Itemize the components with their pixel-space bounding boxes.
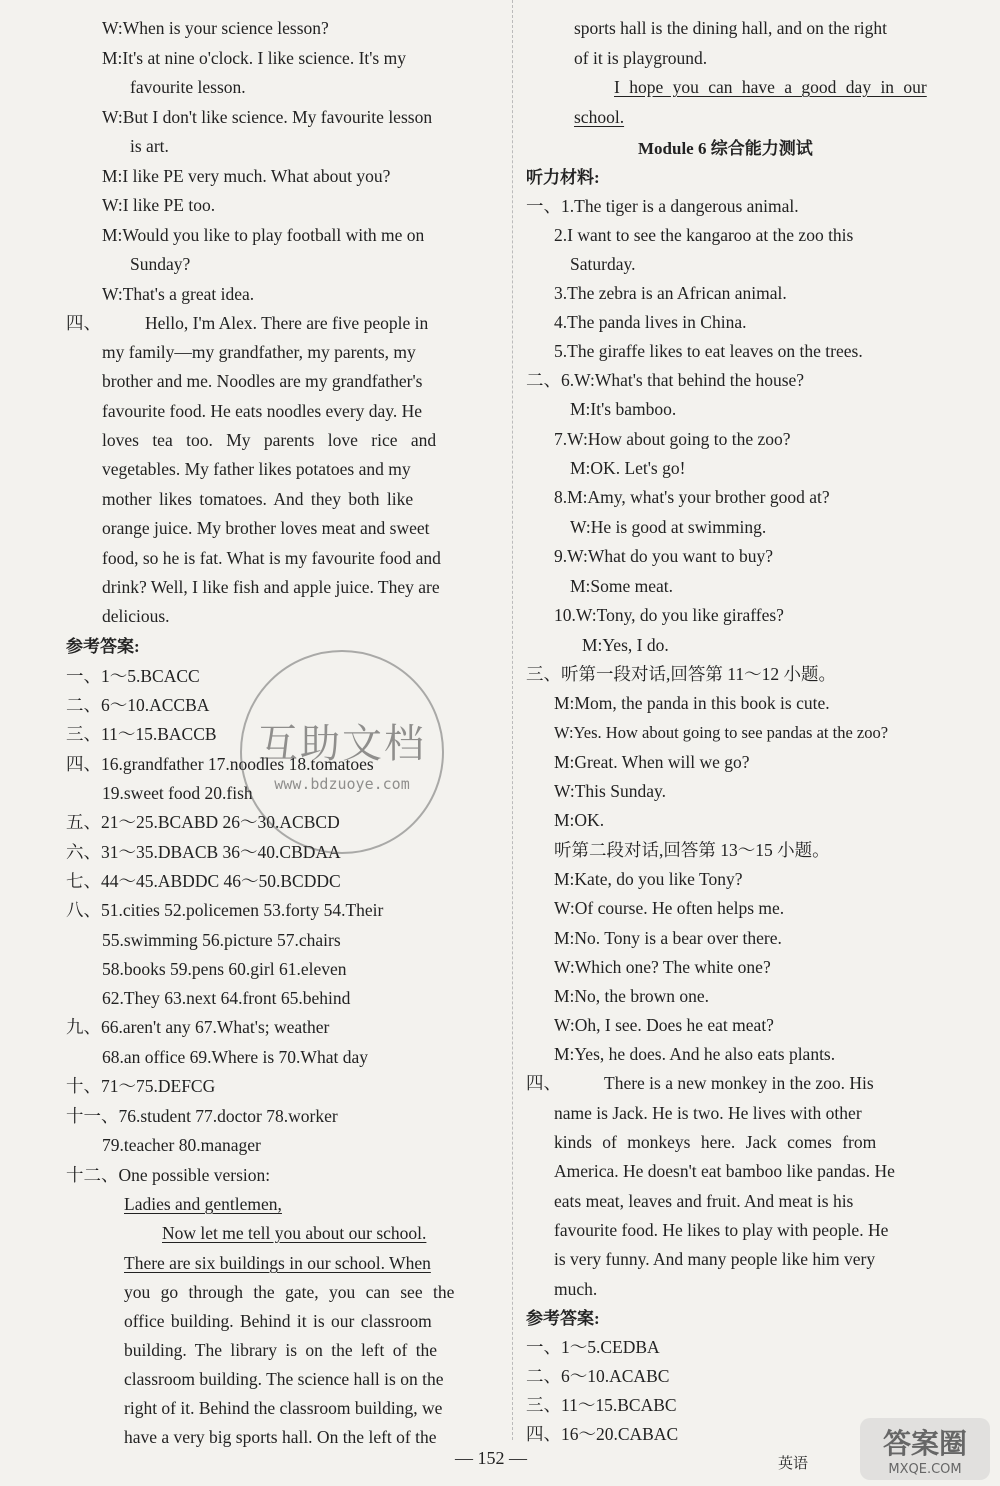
answer-line: 八、51.cities 52.policemen 53.forty 54.Their [66,900,384,920]
dialogue-line: M:Would you like to play football with me on [102,225,425,245]
passage-line: food, so he is fat. What is my favourite food and [102,548,441,568]
answer-line: 十二、One possible version: [66,1165,271,1185]
passage-line: kinds of monkeys here. Jack comes from [554,1132,877,1152]
listening-line: 9.W:What do you want to buy? [554,546,774,566]
section-number: 四、 [66,313,101,333]
answer-line: 十一、76.student 77.doctor 78.worker [66,1106,338,1126]
listening-line: M:OK. Let's go! [570,458,686,478]
passage-line: of it is playground. [574,48,708,68]
passage-line: name is Jack. He is two. He lives with other [554,1103,862,1123]
dialogue-line: W:When is your science lesson? [102,18,329,38]
listening-line: 4.The panda lives in China. [554,312,747,332]
stamp-text: 互助文档 [258,720,426,767]
passage-line: sports hall is the dining hall, and on the right [574,18,888,38]
listening-line: 5.The giraffe likes to eat leaves on the trees. [554,341,863,361]
essay-line: building. The library is on the left of the [124,1340,438,1360]
essay-line: office building. Behind it is our classroom [124,1311,432,1331]
listening-line: 10.W:Tony, do you like giraffes? [554,605,784,625]
passage-line: eats meat, leaves and fruit. And meat is his [554,1191,854,1211]
answer-line: 一、1～5.CEDBA [526,1337,660,1357]
essay-line: have a very big sports hall. On the left of the [124,1427,437,1447]
passage-line: school. [574,107,625,127]
listening-line: W:He is good at swimming. [570,517,767,537]
listening-heading: 听力材料: [526,168,600,187]
answer-line: 62.They 63.next 64.front 65.behind [102,988,351,1008]
logo-text: 答案圈 [882,1426,967,1460]
listening-line: 一、1.The tiger is a dangerous animal. [526,196,799,216]
passage-line: There is a new monkey in the zoo. His [604,1073,874,1093]
subject-label: 英语 [778,1454,809,1472]
column-divider [512,0,513,1440]
module-title: Module 6 综合能力测试 [638,139,813,158]
passage-line: much. [554,1279,598,1299]
passage-line: mother likes tomatoes. And they both like [102,489,414,509]
dialogue-line: is art. [130,136,169,156]
essay-line: Ladies and gentlemen, [124,1194,282,1214]
listening-line: W:Of course. He often helps me. [554,898,785,918]
essay-line: Now let me tell you about our school. [162,1223,427,1243]
listening-line: M:Yes, I do. [582,635,669,655]
listening-line: 8.M:Amy, what's your brother good at? [554,487,830,507]
answer-line: 三、11～15.BCABC [526,1395,677,1415]
listening-line: W:Oh, I see. Does he eat meat? [554,1015,774,1035]
answer-line: 55.swimming 56.picture 57.chairs [102,930,341,950]
essay-line [124,1249,431,1278]
dialogue-line: Sunday? [130,254,191,274]
answers-heading: 参考答案: [66,637,140,656]
passage-line: I hope you can have a good day in our [614,77,927,97]
passage-line: favourite food. He likes to play with people. He [554,1220,889,1240]
dialogue-line: W:I like PE too. [102,195,216,215]
listening-line: M:Yes, he does. And he also eats plants. [554,1044,836,1064]
listening-line: 三、听第一段对话,回答第 11～12 小题。 [526,664,836,684]
answer-line: 四、16～20.CABAC [526,1424,679,1444]
answer-line: 十、71～75.DEFCG [66,1076,216,1096]
listening-line: M:No. Tony is a bear over there. [554,928,782,948]
listening-line: W:Yes. How about going to see pandas at the zoo? [554,723,889,742]
listening-line: 7.W:How about going to the zoo? [554,429,791,449]
listening-line: W:Which one? The white one? [554,957,771,977]
passage-line: vegetables. My father likes potatoes and my [102,459,411,479]
passage-line: loves tea too. My parents love rice and [102,430,437,450]
listening-line: Saturday. [570,254,636,274]
passage-line: orange juice. My brother loves meat and sweet [102,518,430,538]
answer-line: 68.an office 69.Where is 70.What day [102,1047,368,1067]
passage-line: my family—my grandfather, my parents, my [102,342,416,362]
answer-line: 三、11～15.BACCB [66,724,217,744]
answer-line: 58.books 59.pens 60.girl 61.eleven [102,959,347,979]
listening-line: 听第二段对话,回答第 13～15 小题。 [554,840,830,860]
answer-line: 二、6～10.ACCBA [66,695,210,715]
answer-line: 五、21～25.BCABD 26～30.ACBCD [66,812,340,832]
answer-line: 四、16.grandfather 17.noodles 18.tomatoes [66,754,374,774]
answer-line: 九、66.aren't any 67.What's; weather [66,1017,330,1037]
passage-line: drink? Well, I like fish and apple juice. They are [102,577,440,597]
essay-line: classroom building. The science hall is on the [124,1369,444,1389]
essay-underlined: There are six buildings in our school. When [124,1253,431,1273]
listening-line: M:Great. When will we go? [554,752,750,772]
essay-line: you go through the gate, you can see the [124,1282,455,1302]
listening-line: M:It's bamboo. [570,399,677,419]
listening-line: M:Kate, do you like Tony? [554,869,743,889]
passage-line: America. He doesn't eat bamboo like pandas. He [554,1161,895,1181]
listening-line: W:This Sunday. [554,781,666,801]
passage-line: is very funny. And many people like him very [554,1249,876,1269]
passage-line: delicious. [102,606,170,626]
answer-line: 二、6～10.ACABC [526,1366,670,1386]
stamp-url: www.bdzuoye.com [274,774,410,793]
site-logo [860,1418,990,1480]
dialogue-line: favourite lesson. [130,77,246,97]
answers-heading: 参考答案: [526,1309,600,1328]
listening-line: 二、6.W:What's that behind the house? [526,370,805,390]
logo-subtext: MXQE.COM [888,1461,962,1477]
dialogue-line: M:It's at nine o'clock. I like science. It's my [102,48,406,68]
listening-line: M:Some meat. [570,576,674,596]
listening-line: 3.The zebra is an African animal. [554,283,787,303]
page-footer [0,1440,1000,1486]
answer-line: 六、31～35.DBACB 36～40.CBDAA [66,842,341,862]
passage-line: Hello, I'm Alex. There are five people in [145,313,429,333]
answer-line: 一、1～5.BCACC [66,666,200,686]
dialogue-line: W:But I don't like science. My favourite lesson [102,107,433,127]
dialogue-line: M:I like PE very much. What about you? [102,166,391,186]
essay-line: right of it. Behind the classroom building, we [124,1398,443,1418]
listening-line: M:Mom, the panda in this book is cute. [554,693,830,713]
watermark-stamp [240,650,444,854]
passage-line: brother and me. Noodles are my grandfather's [102,371,423,391]
listening-line: M:No, the brown one. [554,986,710,1006]
listening-line: 2.I want to see the kangaroo at the zoo this [554,225,854,245]
section-number: 四、 [526,1073,561,1093]
dialogue-line: W:That's a great idea. [102,284,255,304]
answer-line: 79.teacher 80.manager [102,1135,261,1155]
passage-line: favourite food. He eats noodles every day. He [102,401,423,421]
listening-line: M:OK. [554,810,605,830]
answer-line: 七、44～45.ABDDC 46～50.BCDDC [66,871,341,891]
answer-line: 19.sweet food 20.fish [102,783,253,803]
page-number: — 152 — [455,1448,527,1468]
